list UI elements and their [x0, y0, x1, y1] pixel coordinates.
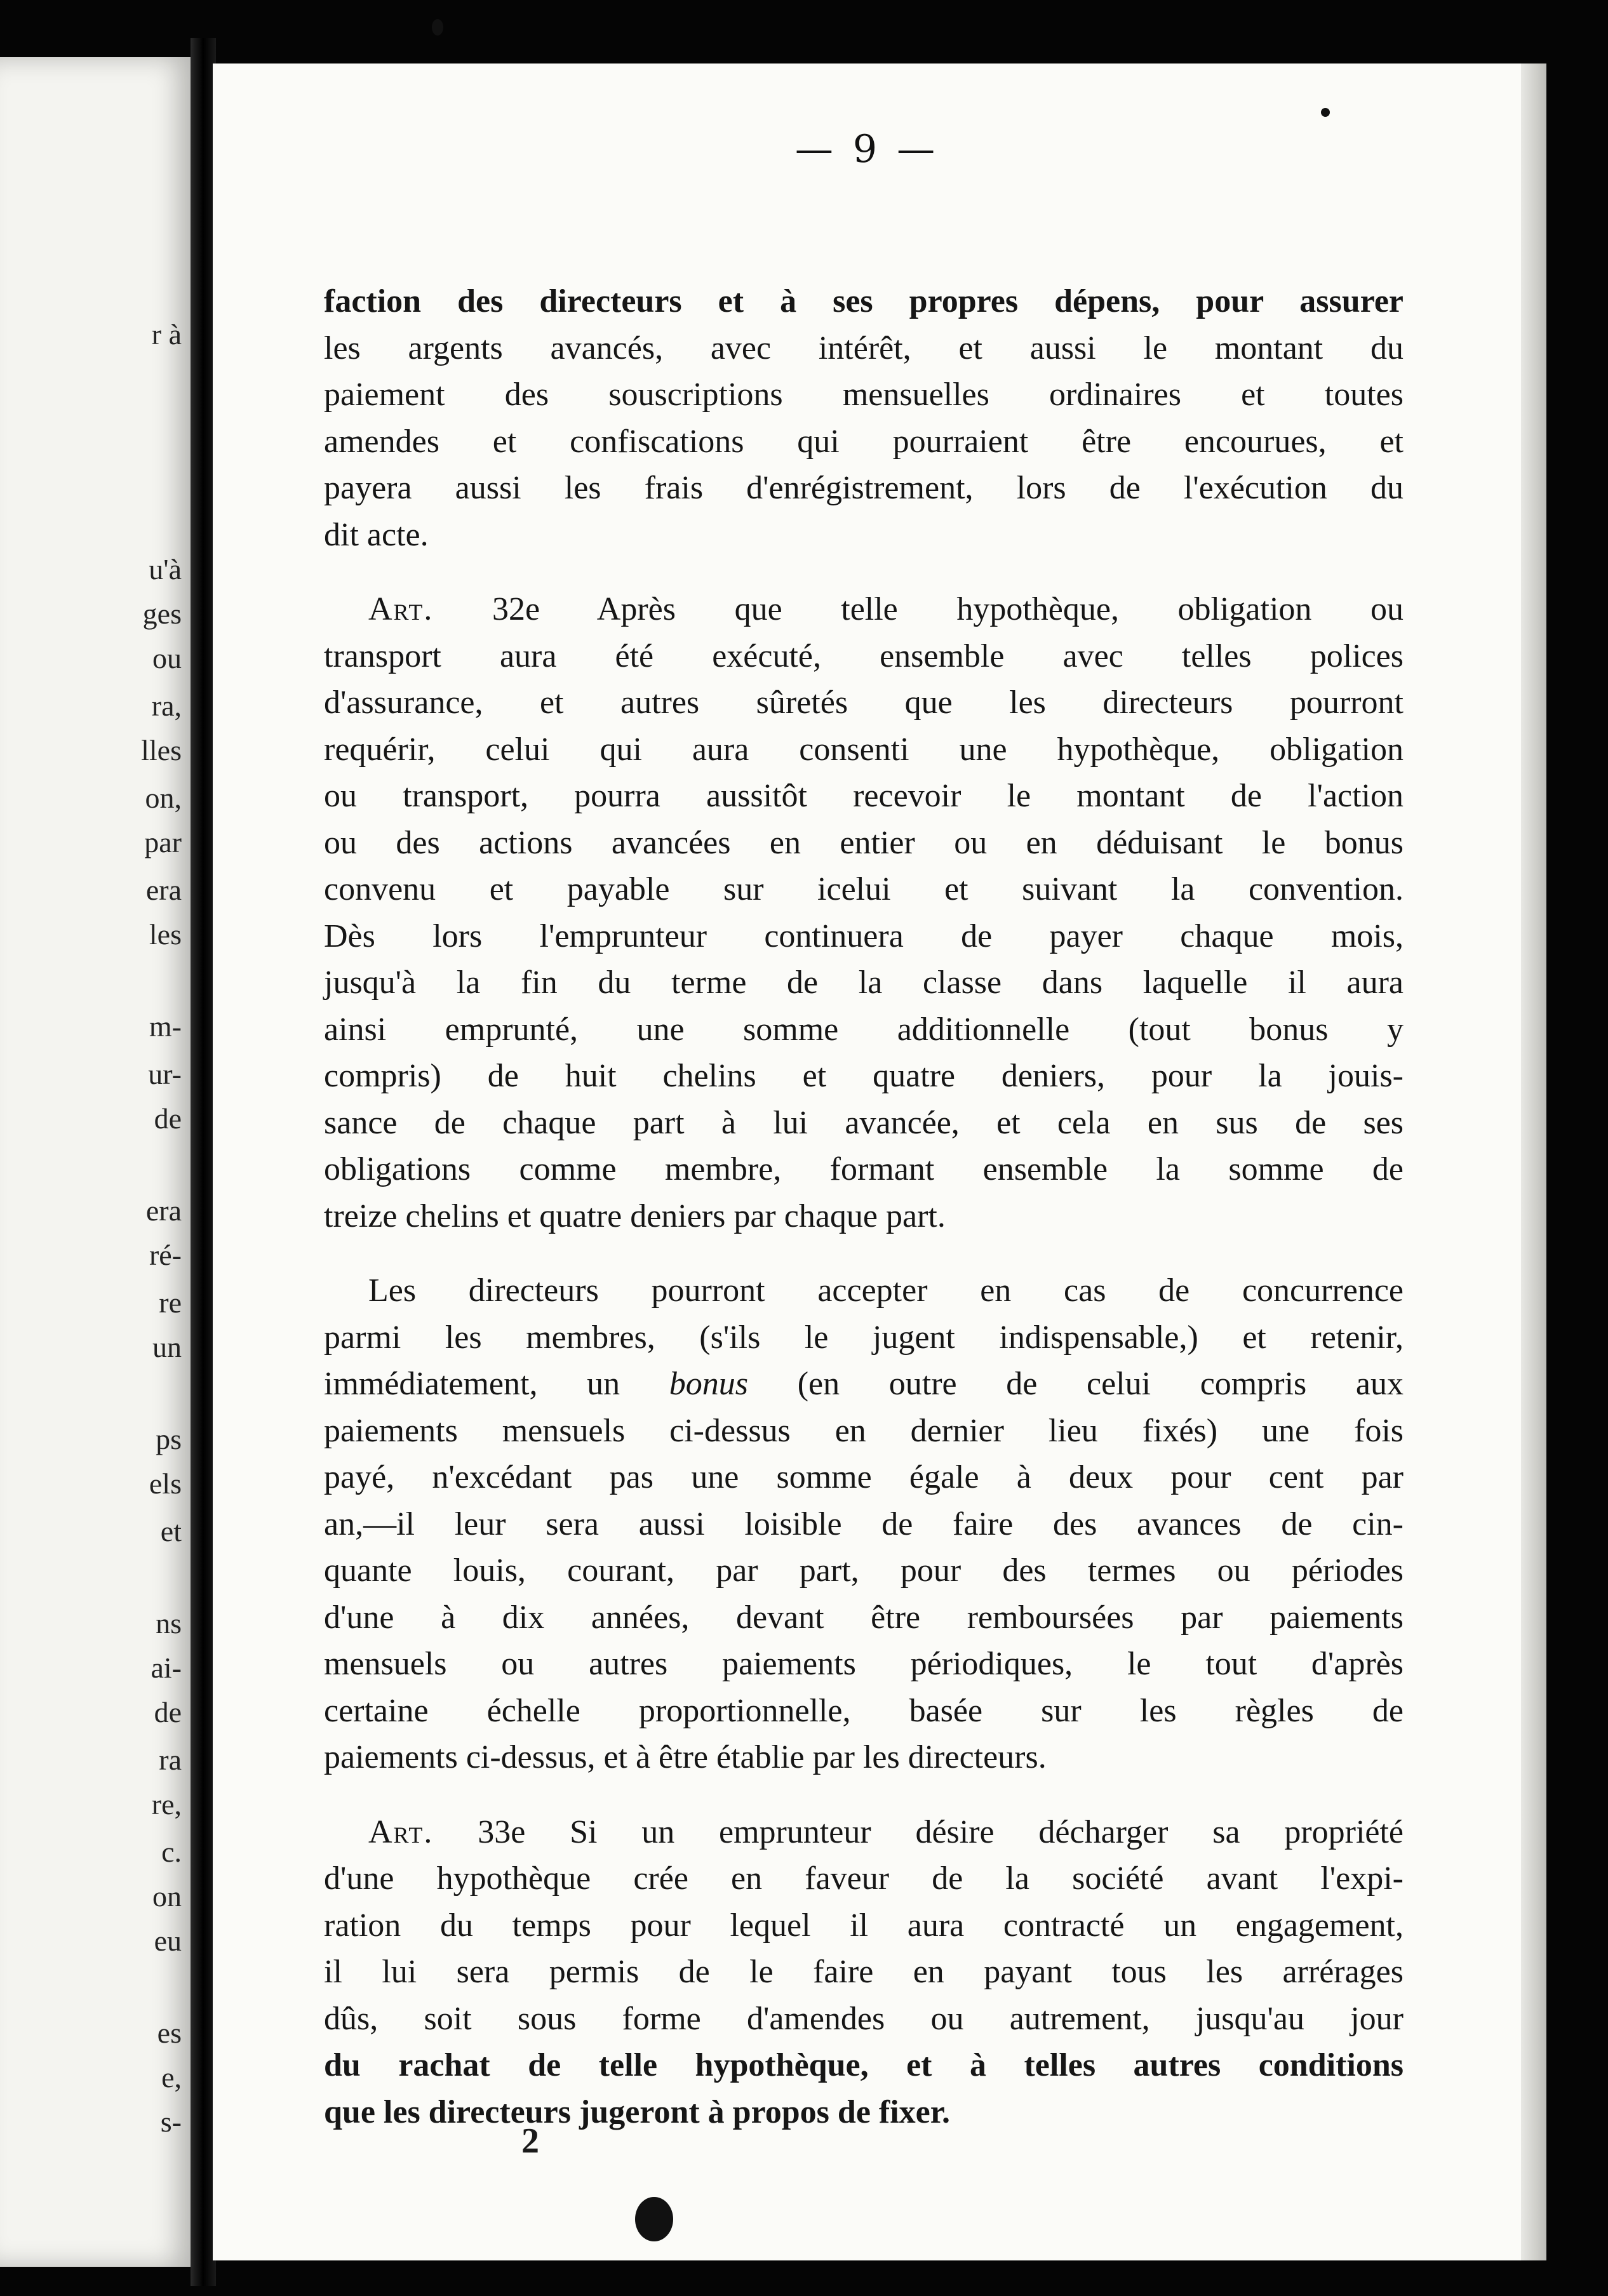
text-line: faction des directeurs et à ses propres dépens, pour assurer [324, 283, 1404, 319]
fragment: era [145, 1194, 182, 1227]
previous-page-text-fragments [0, 57, 191, 2267]
text-line: du rachat de telle hypothèque, et à telles autres conditions [324, 2047, 1404, 2083]
text-line: paiement des souscriptions mensuelles ordinaires et toutes [324, 377, 1404, 413]
text-line: convenu et payable sur icelui et suivant la convention. [324, 871, 1404, 907]
text-line: quante louis, courant, par part, pour des termes ou périodes [324, 1552, 1404, 1589]
fragment: s- [160, 2106, 182, 2138]
text-line: d'assurance, et autres sûretés que les directeurs pourront [324, 684, 1404, 721]
text-line: amendes et confiscations qui pourraient être encourues, et [324, 423, 1404, 460]
text-line: paiements ci-dessus, et à être établie par les directeurs. [324, 1739, 1047, 1775]
text-run: 33e Si un emprunteur désire décharger sa propriété [478, 1813, 1404, 1850]
text-run: 32e Après que telle hypothèque, obligation ou [492, 591, 1404, 627]
text-line: dit acte. [324, 516, 429, 553]
text-line: parmi les membres, (s'ils le jugent indispensable,) et retenir, [324, 1319, 1404, 1356]
text-line: an,—il leur sera aussi loisible de faire des avances de cin- [324, 1505, 1404, 1542]
text-line: jusqu'à la fin du terme de la classe dans laquelle il aura [324, 964, 1404, 1001]
text-line: ration du temps pour lequel il aura contracté un engagement, [324, 1907, 1404, 1944]
page-edge [1521, 63, 1546, 2260]
text-line: d'une hypothèque crée en faveur de la société avant l'expi- [324, 1860, 1404, 1897]
page-number: — 9 — [794, 127, 939, 171]
fragment: de [154, 1696, 182, 1728]
text-line: sance de chaque part à lui avancée, et cela en sus de ses [324, 1104, 1404, 1141]
text-line: payera aussi les frais d'enrégistrement, lors de l'exécution du [324, 470, 1404, 506]
fragment: par [144, 826, 182, 858]
text-line: ou transport, pourra aussitôt recevoir le montant de l'action [324, 778, 1404, 814]
fragment: es [157, 2017, 182, 2049]
fragment: ges [142, 597, 182, 630]
text-line: d'une à dix années, devant être remboursées par paiements [324, 1599, 1404, 1636]
book-gutter [191, 38, 216, 2286]
text-line: treize chelins et quatre deniers par chaque part. [324, 1198, 946, 1234]
fragment: u'à [149, 553, 182, 585]
text-line: que les directeurs jugeront à propos de fixer. [324, 2093, 951, 2130]
article-32 [324, 586, 1404, 1239]
fragment: ns [156, 1607, 182, 1639]
fragment: ra, [151, 690, 182, 722]
text-line: dûs, soit sous forme d'amendes ou autrement, jusqu'au jour [324, 2000, 1404, 2037]
signature-mark: 2 [521, 2121, 539, 2161]
text-line: Les directeurs pourront accepter en cas de concurrence [368, 1272, 1404, 1309]
fragment: lles [141, 734, 182, 766]
article-label: Art. [368, 591, 434, 627]
text-line-with-italic [324, 1361, 1404, 1408]
page-body [324, 278, 1404, 2135]
text-line: compris) de huit chelins et quatre deniers, pour la jouis- [324, 1058, 1404, 1094]
page-9 [213, 63, 1521, 2260]
fragment: c. [161, 1836, 182, 1868]
italic-term: bonus [669, 1366, 749, 1402]
text-line: obligations comme membre, formant ensemble la somme de [324, 1151, 1404, 1187]
fragment: els [149, 1467, 182, 1500]
fragment: m- [149, 1010, 182, 1043]
article-first-line [324, 586, 1404, 633]
text-line: paiements mensuels ci-dessus en dernier lieu fixés) une fois [324, 1412, 1404, 1449]
fragment: les [149, 918, 182, 951]
text-line: mensuels ou autres paiements périodiques, le tout d'après [324, 1646, 1404, 1682]
text-line: il lui sera permis de le faire en payant tous les arrérages [324, 1954, 1404, 1990]
previous-page-sliver [0, 57, 197, 2267]
article-33 [324, 1809, 1404, 2136]
fragment: un [152, 1331, 182, 1363]
fragment: et [160, 1515, 182, 1547]
scan-speck [1321, 108, 1330, 117]
fragment: re, [151, 1788, 182, 1820]
article-first-line [324, 1809, 1404, 1856]
fragment: era [145, 874, 182, 906]
fragment: ps [156, 1423, 182, 1455]
text-run: (en outre de celui compris aux [748, 1366, 1404, 1402]
fragment: on [152, 1880, 182, 1912]
text-line: requérir, celui qui aura consenti une hypothèque, obligation [324, 731, 1404, 768]
text-line: ainsi emprunté, une somme additionnelle (tout bonus y [324, 1011, 1404, 1048]
scan-speck [432, 19, 443, 36]
text-line: ou des actions avancées en entier ou en déduisant le bonus [324, 824, 1404, 861]
fragment: ra [159, 1744, 182, 1776]
fragment: re [159, 1286, 182, 1319]
fragment: on, [145, 782, 182, 814]
fragment: ou [152, 642, 182, 674]
fragment: r à [151, 318, 182, 350]
text-run: immédiatement, un [324, 1366, 669, 1402]
text-line: Dès lors l'emprunteur continuera de payer chaque mois, [324, 918, 1404, 954]
text-line: certaine échelle proportionnelle, basée sur les règles de [324, 1692, 1404, 1729]
fragment: de [154, 1102, 182, 1135]
fragment: ré- [149, 1239, 182, 1271]
fragment: e, [161, 2061, 182, 2093]
fragment: ai- [151, 1652, 182, 1684]
paragraph-directeurs [324, 1267, 1404, 1781]
article-label: Art. [368, 1813, 434, 1850]
fragment: ur- [148, 1058, 182, 1090]
scan-speck [635, 2197, 673, 2241]
fragment: eu [154, 1925, 182, 1957]
paragraph-continuation [324, 278, 1404, 558]
text-line: les argents avancés, avec intérêt, et aussi le montant du [324, 330, 1404, 366]
text-line: payé, n'excédant pas une somme égale à deux pour cent par [324, 1459, 1404, 1495]
text-line: transport aura été exécuté, ensemble avec telles polices [324, 637, 1404, 674]
